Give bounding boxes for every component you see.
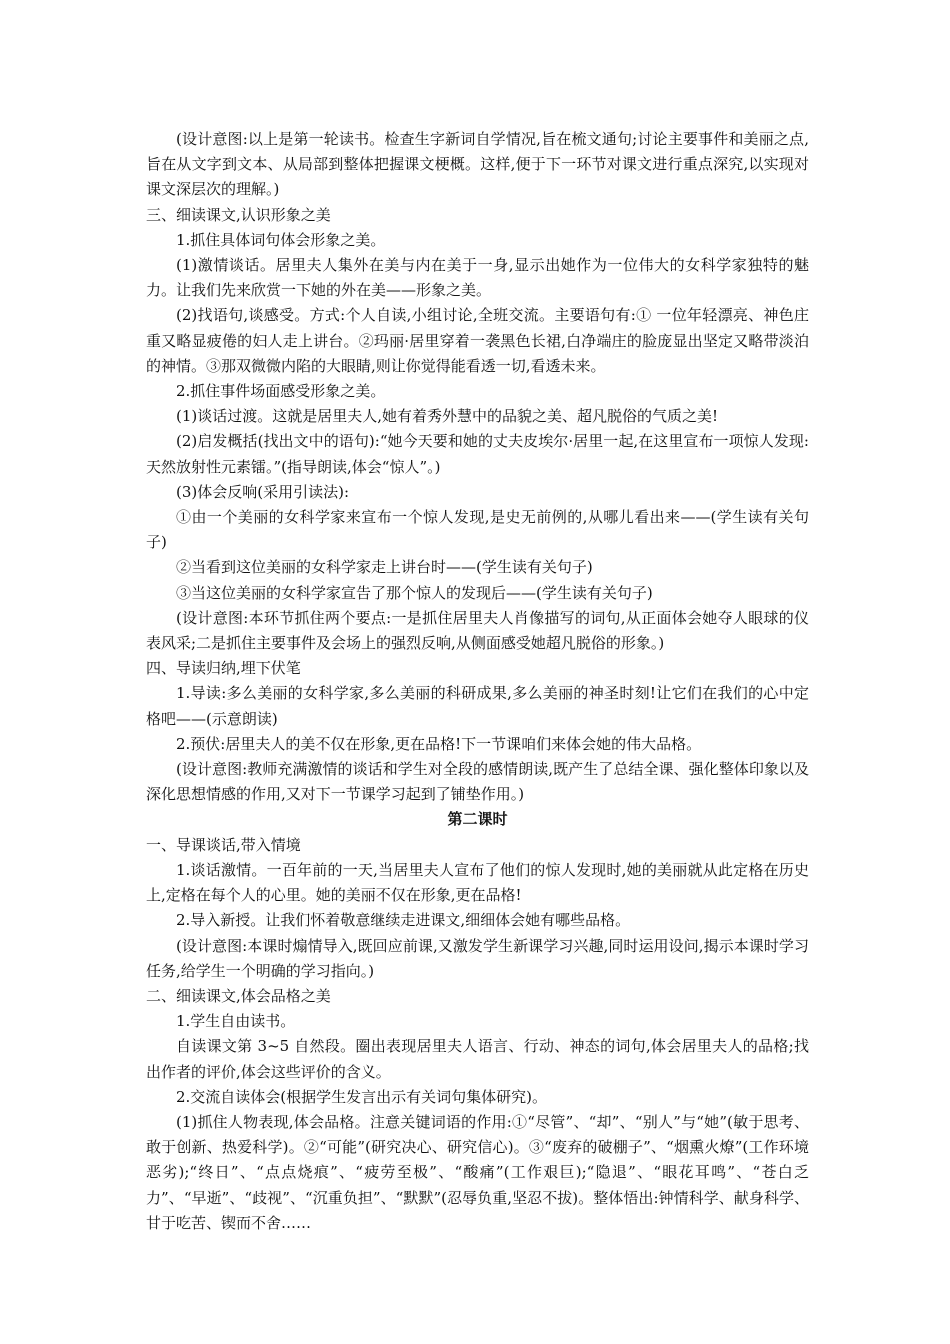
design-intent-paragraph: (设计意图:以上是第一轮读书。检查生字新词自学情况,旨在梳文通句;讨论主要事件和美丽之点,旨在从文字到文本、从局部到整体把握课文梗概。这样,便于下一环节对课文进行重点深究,以实现对课文深层次的理解。) — [146, 130, 809, 199]
section-heading-2: 二、细读课文,体会品格之美 — [146, 986, 331, 1005]
section-heading-1: 一、导课谈话,带入情境 — [146, 835, 301, 854]
paragraph: 1.谈话激情。一百年前的一天,当居里夫人宣布了他们的惊人发现时,她的美丽就从此定格在历史上,定格在每个人的心里。她的美丽不仅在形象,更在品格! — [146, 860, 809, 905]
paragraph: (1)激情谈话。居里夫人集外在美与内在美于一身,显示出她作为一位伟大的女科学家独特的魅力。让我们先来欣赏一下她的外在美——形象之美。 — [146, 256, 809, 300]
paragraph: 2.抓住事件场面感受形象之美。 — [176, 382, 386, 401]
paragraph: 自读课文第 3~5 自然段。圈出表现居里夫人语言、行动、神态的词句,体会居里夫人的品格;找出作者的评价,体会这些评价的含义。 — [146, 1037, 809, 1081]
design-intent-paragraph: (设计意图:本课时煽情导入,既回应前课,又激发学生新课学习兴趣,同时运用设问,揭示本课时学习任务,给学生一个明确的学习指向。) — [146, 936, 809, 980]
paragraph: 1.导读:多么美丽的女科学家,多么美丽的科研成果,多么美丽的神圣时刻!让它们在我们的心中定格吧——(示意朗读) — [146, 684, 809, 728]
section-heading-4: 四、导读归纳,埋下伏笔 — [146, 659, 301, 678]
paragraph: (1)抓住人物表现,体会品格。注意关键词语的作用:①“尽管”、“却”、“别人”与“她”(敏于思考、敢于创新、热爱科学)。②“可能”(研究决心、研究信心)。③“废弃的破棚子”、“烟熏火燎”(工作环境恶劣);“终日”、“点点烧痕”、“疲劳至极”、“酸痛”(工作艰巨);“隐退”、“眼花耳鸣”、“苍白乏力”、“早逝”、“歧视”、“沉重负担”、“默默”(忍辱负重,坚忍不拔)。整体悟出:钟情科学、献身科学、甘于吃苦、锲而不舍…… — [146, 1112, 809, 1232]
paragraph: (2)找语句,谈感受。方式:个人自读,小组讨论,全班交流。主要语句有:① 一位年轻漂亮、神色庄重又略显疲倦的妇人走上讲台。②玛丽·居里穿着一袭黑色长裙,白净端庄的脸庞显出坚定又略带淡泊的神情。③那双微微内陷的大眼睛,则让你觉得能看透一切,看透未来。 — [146, 306, 809, 375]
design-intent-paragraph: (设计意图:本环节抓住两个要点:一是抓住居里夫人肖像描写的词句,从正面体会她夺人眼球的仪表风采;二是抓住主要事件及会场上的强烈反响,从侧面感受她超凡脱俗的形象。) — [146, 608, 809, 653]
paragraph: 2.导入新授。让我们怀着敬意继续走进课文,细细体会她有哪些品格。 — [176, 911, 631, 930]
lesson-title: 第二课时 — [447, 810, 508, 829]
paragraph: 2.交流自读体会(根据学生发言出示有关词句集体研究)。 — [176, 1087, 548, 1106]
paragraph: ②当看到这位美丽的女科学家走上讲台时——(学生读有关句子) — [176, 558, 593, 577]
document-page — [146, 127, 809, 1236]
section-heading-3: 三、细读课文,认识形象之美 — [146, 205, 331, 224]
paragraph: ①由一个美丽的女科学家来宣布一个惊人发现,是史无前例的,从哪儿看出来——(学生读有关句子) — [146, 508, 809, 552]
paragraph: (2)启发概括(找出文中的语句):“她今天要和她的丈夫皮埃尔·居里一起,在这里宣布一项惊人发现:天然放射性元素镭。”(指导朗读,体会“惊人”。) — [146, 432, 809, 476]
paragraph: 1.学生自由读书。 — [176, 1012, 296, 1031]
paragraph: 2.预伏:居里夫人的美不仅在形象,更在品格!下一节课咱们来体会她的伟大品格。 — [176, 734, 702, 753]
paragraph: ③当这位美丽的女科学家宣告了那个惊人的发现后——(学生读有关句子) — [176, 583, 653, 602]
paragraph: 1.抓住具体词句体会形象之美。 — [176, 230, 386, 249]
paragraph: (1)谈话过渡。这就是居里夫人,她有着秀外慧中的品貌之美、超凡脱俗的气质之美! — [176, 407, 719, 426]
design-intent-paragraph: (设计意图:教师充满激情的谈话和学生对全段的感情朗读,既产生了总结全课、强化整体印象以及深化思想情感的作用,又对下一节课学习起到了铺垫作用。) — [146, 760, 809, 804]
paragraph: (3)体会反响(采用引读法): — [176, 482, 350, 501]
